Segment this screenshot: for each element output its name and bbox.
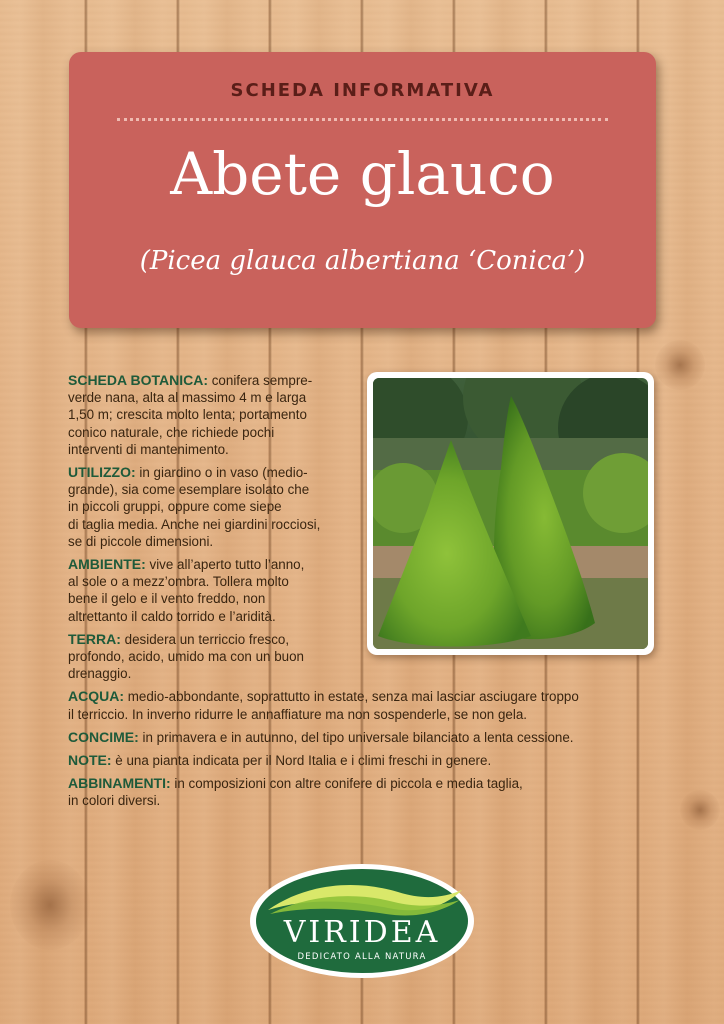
wood-knot	[10, 860, 90, 950]
section-text: è una pianta indicata per il Nord Italia e i climi freschi in genere.	[115, 753, 492, 769]
wood-knot	[680, 790, 720, 830]
header-card	[69, 52, 656, 328]
kicker: SCHEDA INFORMATIVA	[230, 80, 495, 101]
section-text: conifera sempre-	[211, 373, 313, 388]
section-note	[68, 752, 648, 769]
section-text: al sole o a mezz’ombra. Tollera molto	[68, 574, 289, 590]
wood-knot	[655, 340, 705, 390]
section-text: 1,50 m; crescita molto lenta; portamento	[68, 407, 307, 423]
section-terra	[68, 631, 346, 683]
section-label: ABBINAMENTI:	[68, 775, 171, 792]
section-label: SCHEDA BOTANICA:	[68, 372, 208, 388]
section-text: altrettanto il caldo torrido e l’aridità.	[68, 608, 276, 624]
logo-tagline: DEDICATO ALLA NATURA	[297, 952, 427, 962]
section-text: in primavera e in autunno, del tipo universale bilanciato a lenta cessione.	[142, 729, 574, 745]
section-text: di taglia media. Anche nei giardini rocciosi,	[68, 516, 321, 532]
section-label: AMBIENTE:	[68, 556, 146, 573]
section-abbinamenti	[68, 775, 648, 809]
section-text: desidera un terriccio fresco,	[124, 631, 290, 647]
section-concime	[68, 729, 648, 746]
page-title: Abete glauco	[170, 140, 555, 208]
section-label: TERRA:	[68, 630, 121, 647]
logo-wordmark: VIRIDEA	[283, 915, 441, 950]
section-ambiente	[68, 556, 346, 625]
section-text: grande), sia come esemplare isolato che	[68, 482, 310, 498]
section-label: UTILIZZO:	[68, 464, 136, 481]
section-label: ACQUA:	[68, 688, 124, 705]
section-text: in giardino o in vaso (medio-	[139, 465, 308, 481]
section-text: vive all’aperto tutto l’anno,	[149, 557, 305, 573]
section-text: in piccoli gruppi, oppure come siepe	[68, 499, 282, 515]
section-text: profondo, acido, umido ma con un buon	[68, 649, 304, 665]
section-text: drenaggio.	[68, 666, 132, 682]
scientific-name: (Picea glauca albertiana ‘Conica’)	[139, 246, 586, 276]
section-text: verde nana, alta al massimo 4 m e larga	[68, 390, 307, 406]
section-text: se di piccole dimensioni.	[68, 533, 214, 549]
section-botanica	[68, 372, 346, 458]
section-text: in colori diversi.	[68, 793, 161, 809]
info-sections	[68, 372, 648, 816]
dotted-divider	[117, 118, 608, 121]
section-text: medio-abbondante, soprattutto in estate, senza mai lasciar asciugare troppo	[127, 689, 579, 705]
section-text: conico naturale, che richiede pochi	[68, 424, 275, 440]
viridea-logo	[248, 862, 476, 984]
section-text: interventi di mantenimento.	[68, 441, 229, 457]
section-text: in composizioni con altre conifere di piccola e media taglia,	[174, 776, 523, 792]
section-label: NOTE:	[68, 752, 112, 769]
section-label: CONCIME:	[68, 728, 139, 745]
section-utilizzo	[68, 464, 346, 550]
section-acqua	[68, 688, 648, 722]
section-text: bene il gelo e il vento freddo, non	[68, 591, 266, 607]
section-text: il terriccio. In inverno ridurre le annaffiature ma non sospenderle, se non gela.	[68, 706, 528, 722]
